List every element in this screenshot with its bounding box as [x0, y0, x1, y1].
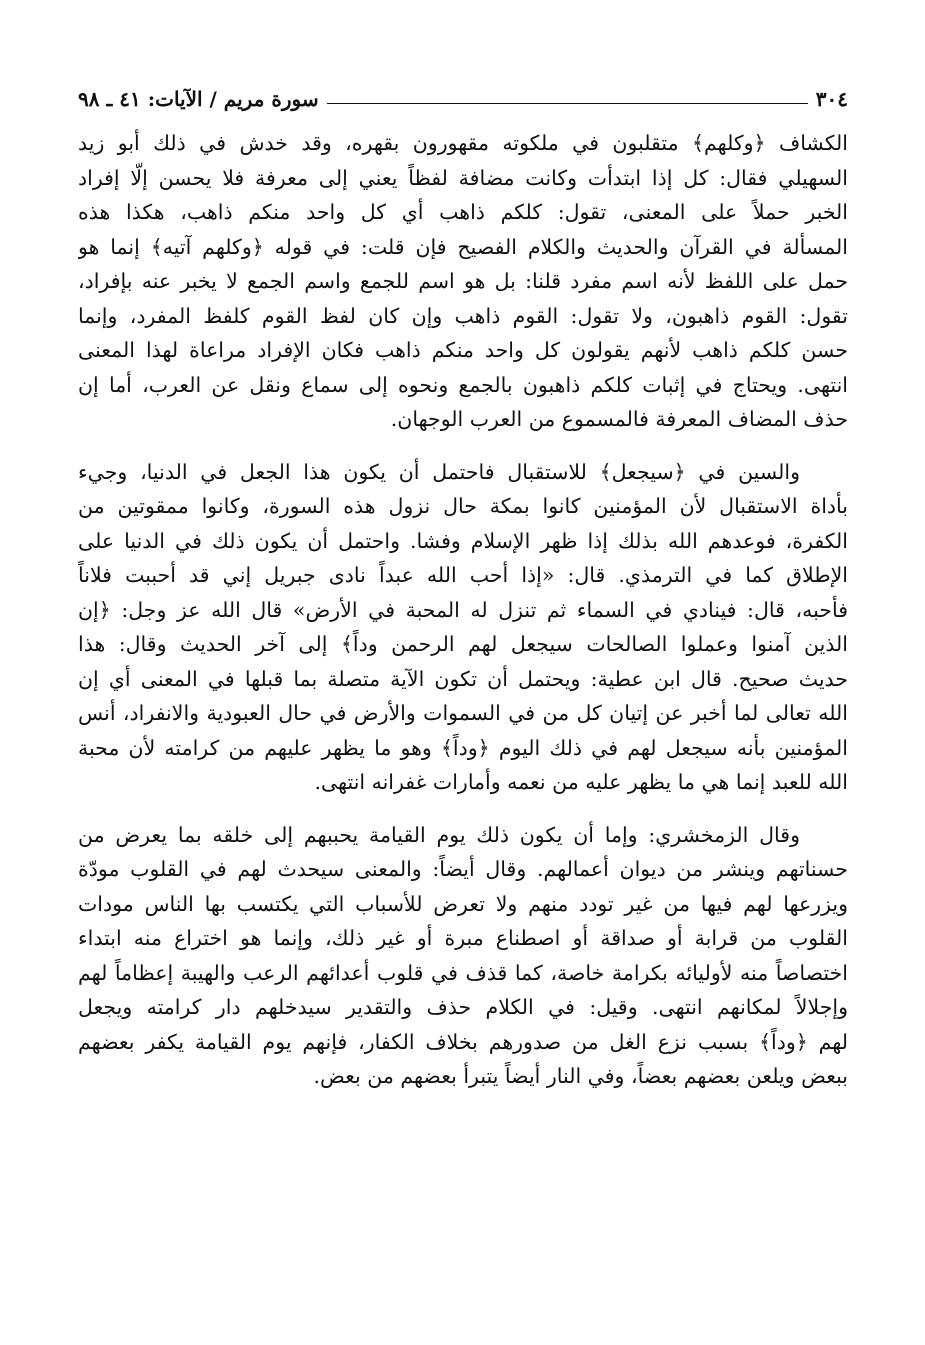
page-header: [78, 82, 848, 116]
text-line: حديث صحيح. قال ابن عطية: ويحتمل أن تكون الآية متصلة بما قبلها في المعنى أي إن: [78, 666, 848, 691]
text-line: حمل على اللفظ لأنه اسم مفرد قلنا: بل هو اسم للجمع واسم الجمع لا يخبر عنه بإفراد،: [78, 269, 848, 293]
text-line: الكشاف ﴿وكلهم﴾ متقلبون في ملكوته مقهورون بقهره، وقد خدش في ذلك أبو زيد: [78, 131, 848, 155]
running-title: سورة مريم / الآيات: ٤١ ـ ٩٨: [78, 87, 319, 111]
text-line: الله للعبد إنما هي ما يظهر عليه من نعمه وأمارات غفرانه انتهى.: [314, 770, 848, 794]
text-line: ويزرعها لهم فيها من غير تودد منهم ولا تعرض للأسباب التي يكتسب بها الناس مودات: [78, 891, 848, 916]
text-line: الله تعالى لما أخبر عن إتيان كل من في السموات والأرض في حال العبودية والانفراد، أنس: [78, 701, 848, 725]
document-page: [78, 82, 848, 1094]
text-line: تقول: القوم ذاهبون، ولا تقول: القوم ذاهب وإن كان لفظ القوم كلفظ المفرد، وإنما: [78, 303, 848, 328]
text-line: حذف المضاف المعرفة فالمسموع من العرب الوجهان.: [390, 407, 848, 431]
header-rule: [327, 103, 808, 104]
text-line: والسين في ﴿سيجعل﴾ للاستقبال فاحتمل أن يكون هذا الجعل في الدنيا، وجيء: [78, 459, 800, 484]
text-line: المؤمنين بأنه سيجعل لهم في ذلك اليوم ﴿وداً﴾ وهو ما يظهر عليهم من كرامته لأن محبة: [78, 735, 848, 760]
paragraph: [78, 455, 848, 800]
text-line: حسن كلكم ذاهب لأنهم يقولون كل واحد منكم ذاهب فكان الإفراد مراعاة لهذا المعنى: [78, 338, 848, 362]
text-line: وإجلالاً لمكانهم انتهى. وقيل: في الكلام حذف والتقدير سيدخلهم دار كرامته ويجعل: [78, 995, 848, 1019]
text-line: لهم ﴿وداً﴾ بسبب نزع الغل من صدورهم بخلاف الكفار، فإنهم يوم القيامة يكفر بعضهم: [78, 1029, 848, 1054]
paragraph: [78, 818, 848, 1094]
text-line: القلوب من قرابة أو صداقة أو اصطناع مبرة أو غير ذلك، وإنما هو اختراع منه ابتداء: [78, 926, 848, 950]
text-line: ببعض ويلعن بعضهم بعضاً، وفي النار أيضاً يتبرأ بعضهم من بعض.: [313, 1064, 848, 1088]
text-line: وقال الزمخشري: وإما أن يكون ذلك يوم القيامة يحببهم إلى خلقه بما يعرض من: [78, 822, 800, 847]
text-line: انتهى. ويحتاج في إثبات كلكم ذاهبون بالجمع ونحوه إلى سماع ونقل عن العرب، أما إن: [78, 372, 848, 397]
paragraph-gap: [78, 437, 848, 455]
page-number: ٣٠٤: [815, 87, 848, 111]
text-line: حسناتهم وينشر من ديوان أعمالهم. وقال أيضاً: والمعنى سيحدث لهم في القلوب مودّة: [78, 857, 848, 881]
body-text: [78, 126, 848, 1094]
text-line: الإطلاق كما في الترمذي. قال: «إذا أحب الله عبداً نادى جبريل إني قد أحببت فلاناً: [78, 563, 848, 587]
text-line: فأحبه، قال: فينادي في السماء ثم تنزل له المحبة في الأرض» قال الله عز وجل: ﴿إن: [78, 597, 848, 622]
text-line: المسألة في القرآن والحديث والكلام الفصيح فإن قلت: في قوله ﴿وكلهم آتيه﴾ إنما هو: [78, 234, 848, 259]
text-line: السهيلي فقال: كل إذا ابتدأت وكانت مضافة لفظاً يعني إلى معرفة فلا يحسن إلّا إفراد: [78, 165, 848, 190]
paragraph-gap: [78, 800, 848, 818]
text-line: بأداة الاستقبال لأن المؤمنين كانوا بمكة حال نزول هذه السورة، وكانوا ممقوتين من: [78, 494, 848, 518]
paragraph: [78, 126, 848, 437]
text-line: الخبر حملاً على المعنى، تقول: كلكم ذاهب أي كل واحد منكم ذاهب، هكذا هذه: [78, 200, 848, 224]
text-line: الكفرة، فوعدهم الله بذلك إذا ظهر الإسلام وفشا. واحتمل أن يكون ذلك في الدنيا على: [78, 528, 848, 553]
text-line: الذين آمنوا وعملوا الصالحات سيجعل لهم الرحمن وداً﴾ إلى آخر الحديث وقال: هذا: [78, 632, 848, 656]
text-line: اختصاصاً منه لأوليائه بكرامة خاصة، كما قذف في قلوب أعدائهم الرعب والهيبة إعظاماً لهم: [78, 960, 848, 985]
